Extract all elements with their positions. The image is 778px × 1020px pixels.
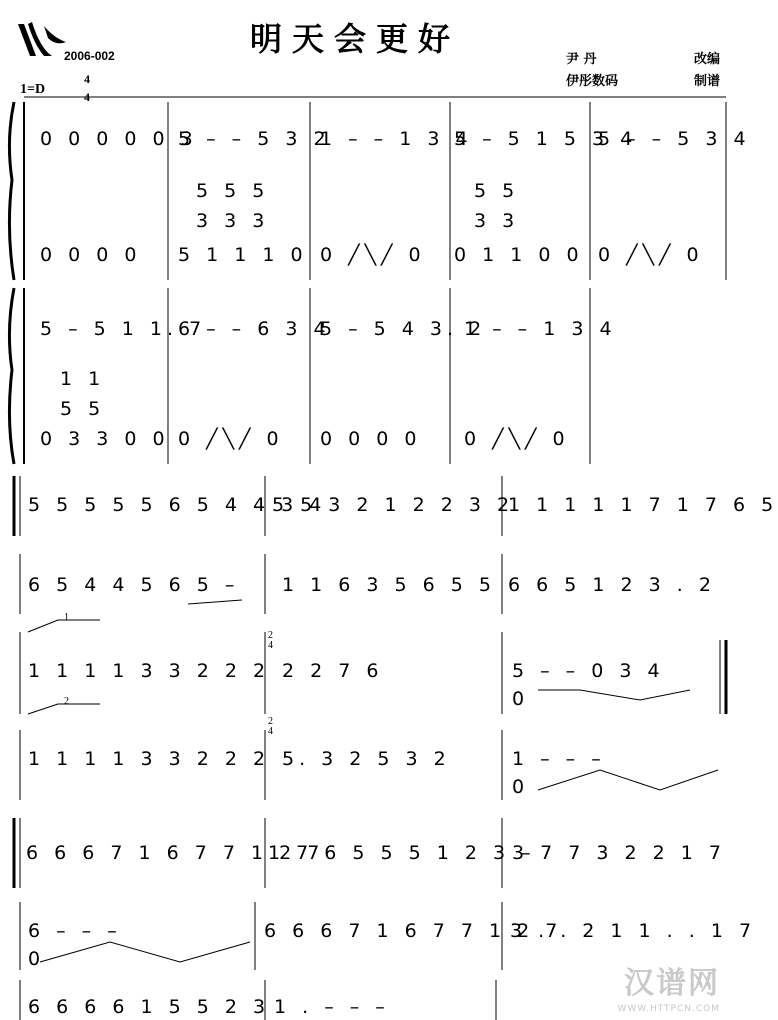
line5-m2: 1 7 6 5 5 5 1 2 3 –	[268, 842, 536, 864]
s1-lower-m3: 0 ╱╲╱ 0	[320, 244, 426, 266]
line6-m3: 3 . . 2 1 1 . . 1 7	[510, 920, 757, 942]
s2-lower-m2: 0 ╱╲╱ 0	[178, 428, 284, 450]
s1-lower-m5: 0 ╱╲╱ 0	[598, 244, 704, 266]
s1-upper-m5: 5 – – 5 3 4	[598, 128, 751, 150]
line7-m1: 6 6 6 6 1 5 5 2 3	[28, 996, 271, 1018]
s1-chord-mid-2: 3 3	[474, 210, 520, 232]
volta-1: 1	[64, 612, 69, 623]
s2-lower-m4: 0 ╱╲╱ 0	[464, 428, 570, 450]
s1-upper-m4: 5 – 5 1 5 3 4	[454, 128, 638, 150]
line2-m1: 6 5 4 4 5 6 5 –	[28, 574, 240, 596]
time-sig-bottom-2: 4	[268, 726, 273, 737]
line7-m2: 1 . – – –	[274, 996, 390, 1018]
s1-lower-m1: 0 0 0 0	[40, 244, 142, 266]
s1-lower-m2: 5 1 1 1 0	[178, 244, 308, 266]
s2-chord-top: 1 1	[60, 368, 106, 390]
line6-m1: 6 – – –	[28, 920, 122, 942]
line5-m3: 3 7 7 3 2 2 1 7	[512, 842, 726, 864]
s1-chord-top: 5 5 5	[196, 180, 270, 202]
s2-upper-m1: 5 – 5 1 1. 7	[40, 318, 207, 340]
line3-bass: 0	[512, 688, 530, 710]
engraver-role: 制谱	[694, 74, 721, 89]
line4-m1: 1 1 1 1 3 3 2 2 2	[28, 748, 271, 770]
line3-m3: 5 – – 0 3 4	[512, 660, 665, 682]
line1-m3: 1 1 1 1 1 7 1 7 6 5	[508, 494, 778, 516]
s1-upper-m3: 1 – – 1 3 4	[320, 128, 473, 150]
score-code: 2006-002	[64, 49, 115, 63]
site-watermark: 汉谱网	[624, 966, 720, 1001]
song-title: 明天会更好	[250, 20, 461, 58]
s1-chord-top-2: 5 5	[474, 180, 520, 202]
line4-bass: 0	[512, 776, 530, 798]
meter-top: 4	[84, 72, 90, 86]
line2-m2: 1 1 6 3 5 6 5 5	[282, 574, 496, 596]
time-sig-bottom: 4	[268, 640, 273, 651]
s1-upper-m1: 0 0 0 0 0 3	[40, 128, 198, 150]
line4-m3: 1 – – –	[512, 748, 606, 770]
line1-m1: 5 5 5 5 5 6 5 4 4 3 4	[28, 494, 327, 516]
line1-m2: 5 5 3 2 1 2 2 3 2	[272, 494, 515, 516]
line5-m1: 6 6 6 7 1 6 7 7 1 2 7	[26, 842, 325, 864]
engraver-name: 伊彤数码	[566, 74, 619, 89]
arranger-role: 改编	[694, 52, 721, 67]
s1-chord-mid: 3 3 3	[196, 210, 270, 232]
key-signature: 1=D	[20, 82, 46, 97]
line3-m1: 1 1 1 1 3 3 2 2 2	[28, 660, 271, 682]
s2-upper-m2: 6 – – 6 3 4	[178, 318, 331, 340]
s1-upper-m2: 5 – – 5 3 2	[178, 128, 331, 150]
volta-2: 2	[64, 696, 69, 707]
line3-m2: 2 2 7 6	[282, 660, 384, 682]
s2-upper-m4: 1 – – 1 3 4	[464, 318, 617, 340]
s2-chord-mid: 5 5	[60, 398, 106, 420]
s2-upper-m3: 5 – 5 4 3. 2	[320, 318, 487, 340]
s1-lower-m4: 0 1 1 0 0	[454, 244, 584, 266]
line6-bass: 0	[28, 948, 46, 970]
time-sig-top-2: 2	[268, 716, 273, 727]
arranger-name: 尹 丹	[566, 52, 597, 67]
site-watermark-url: WWW.HTTPCN.COM	[617, 1004, 720, 1014]
line2-m3: 6 6 5 1 2 3 . 2	[508, 574, 716, 596]
time-sig-top: 2	[268, 630, 273, 641]
line6-m2: 6 6 6 7 1 6 7 7 1 2 7	[264, 920, 563, 942]
meter-bottom: 4	[84, 90, 90, 104]
s2-lower-m3: 0 0 0 0	[320, 428, 422, 450]
s2-lower-m1: 0 3 3 0 0	[40, 428, 170, 450]
line4-m2: 5. 3 2 5 3 2	[282, 748, 451, 770]
